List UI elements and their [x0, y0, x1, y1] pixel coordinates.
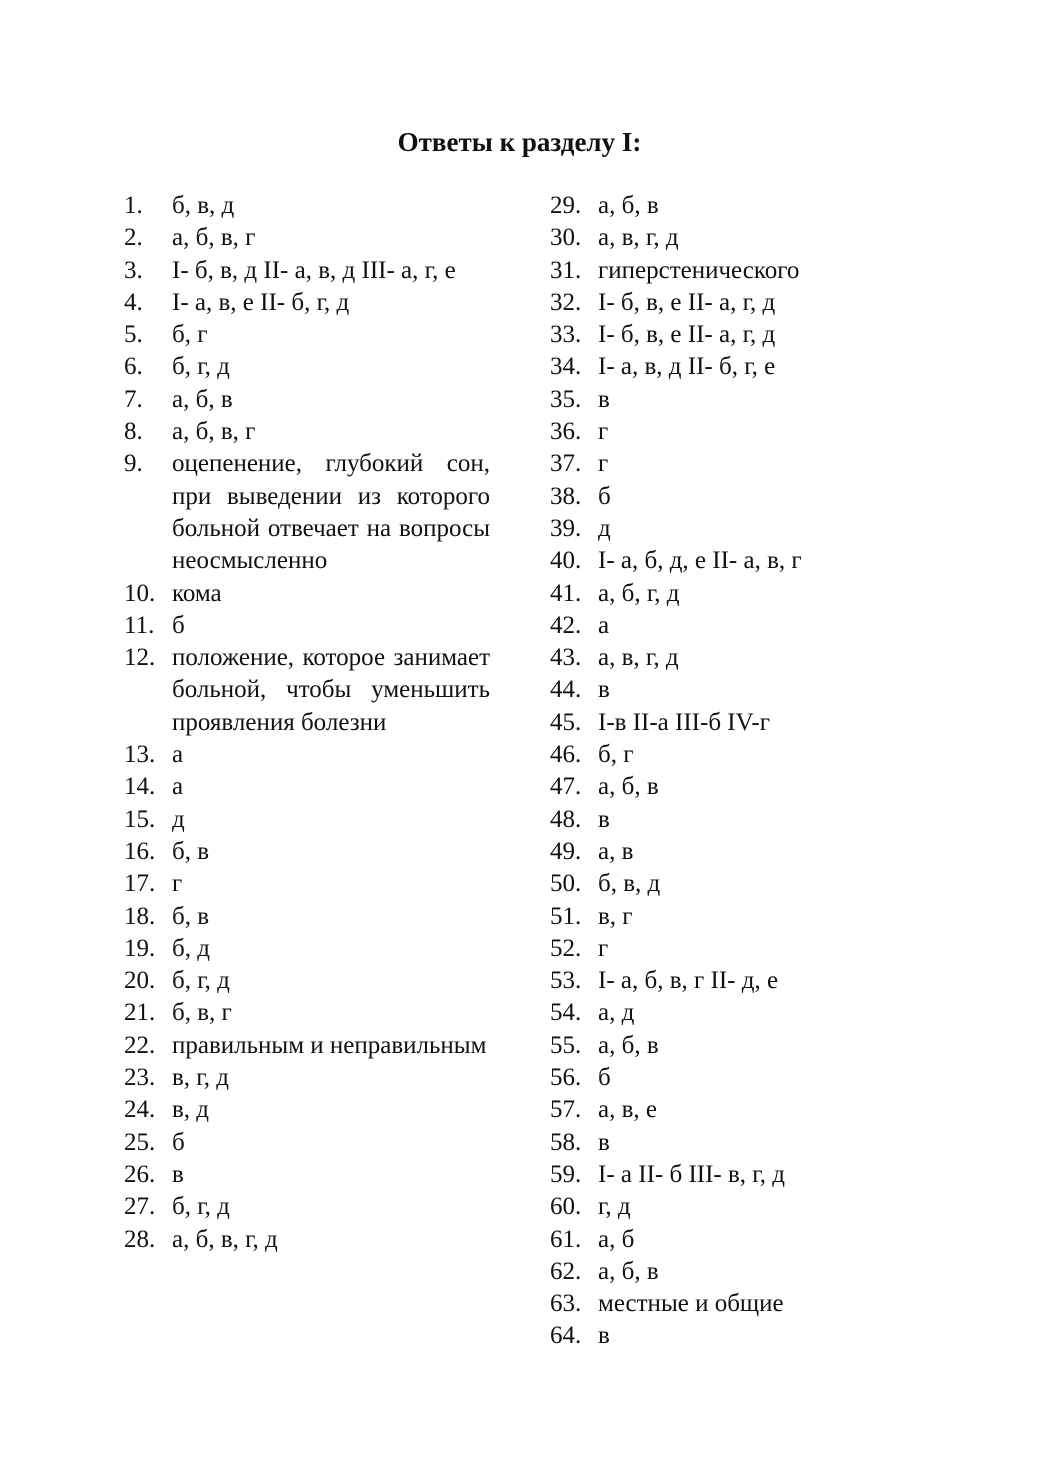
answer-item [124, 1094, 490, 1126]
answer-number: 18. [124, 902, 156, 930]
answer-item [124, 836, 490, 868]
answer-text: в [598, 805, 610, 833]
answer-item [550, 255, 840, 287]
answer-item [124, 642, 490, 739]
answer-text: б, в, д [172, 192, 235, 219]
answer-number: 26. [124, 1160, 156, 1188]
answer-number: 4. [124, 288, 143, 316]
answer-text: оцепенение, глубокий сон, при выведении из которого больной отвечает на вопросы неосмысленно [172, 450, 490, 575]
answer-text: кома [172, 579, 222, 607]
answer-number: 55. [550, 1031, 582, 1059]
answer-text: в, г, д [172, 1064, 229, 1092]
answer-text: а, б, в, г, д [172, 1225, 278, 1253]
answer-item [550, 351, 840, 383]
answer-text: д [598, 514, 611, 542]
answer-number: 44. [550, 676, 582, 704]
answer-item [124, 319, 490, 351]
answer-number: 22. [124, 1031, 156, 1059]
answer-text: б, в [172, 902, 210, 930]
page-title: Ответы к разделу I: [397, 127, 642, 157]
answer-number: 13. [124, 741, 156, 769]
answer-number: 53. [550, 967, 582, 995]
answer-item [550, 1256, 840, 1288]
answer-item [550, 933, 840, 965]
answer-item [124, 739, 490, 771]
answer-text: а, в [598, 837, 634, 865]
answer-number: 47. [550, 773, 582, 801]
answer-item [550, 997, 840, 1029]
answer-text: I- б, в, е II- а, г, д [598, 288, 776, 316]
answer-item [550, 1288, 840, 1320]
answer-text: г [598, 934, 609, 962]
answer-number: 20. [124, 967, 156, 995]
answer-number: 50. [550, 870, 582, 898]
answer-item [124, 901, 490, 933]
answer-number: 54. [550, 999, 582, 1027]
answer-number: 30. [550, 224, 582, 252]
answer-item [550, 804, 840, 836]
answer-text: в [598, 1322, 610, 1350]
answer-item [124, 384, 490, 416]
answer-number: 5. [124, 321, 143, 349]
answers-column-left [124, 190, 490, 1256]
answer-item [550, 578, 840, 610]
answer-text: а, б, в [598, 192, 659, 219]
answer-item [124, 287, 490, 319]
answer-number: 32. [550, 288, 582, 316]
answer-item [124, 868, 490, 900]
answer-number: 41. [550, 579, 582, 607]
answer-text: в [598, 676, 610, 704]
answer-number: 17. [124, 870, 156, 898]
answer-text: а, б [598, 1225, 635, 1253]
answer-text: а, б, в [172, 385, 233, 413]
answer-text: а [598, 611, 610, 639]
answer-number: 9. [124, 450, 143, 478]
answer-text: б, д [172, 934, 210, 962]
answer-number: 24. [124, 1096, 156, 1124]
answer-number: 8. [124, 418, 143, 446]
answer-item [550, 1191, 840, 1223]
answer-number: 59. [550, 1160, 582, 1188]
answer-number: 62. [550, 1257, 582, 1285]
answer-item [124, 771, 490, 803]
answer-item [550, 416, 840, 448]
answer-text: I- б, в, е II- а, г, д [598, 321, 776, 349]
answer-text: а, д [598, 999, 635, 1027]
answer-item [550, 287, 840, 319]
answer-item [124, 965, 490, 997]
answer-item [550, 1224, 840, 1256]
answer-item [550, 448, 840, 480]
answer-item [550, 739, 840, 771]
answer-number: 34. [550, 353, 582, 381]
answer-number: 61. [550, 1225, 582, 1253]
answer-number: 42. [550, 611, 582, 639]
answer-item [124, 1062, 490, 1094]
answer-number: 3. [124, 256, 143, 284]
answer-number: 10. [124, 579, 156, 607]
answer-text: а, б, в, г [172, 224, 256, 252]
answer-number: 6. [124, 353, 143, 381]
answer-number: 51. [550, 902, 582, 930]
answer-text: б [598, 482, 611, 510]
answer-text: I-в II-а III-б IV-г [598, 708, 770, 736]
answer-number: 25. [124, 1128, 156, 1156]
answer-number: 52. [550, 934, 582, 962]
answer-text: в [172, 1160, 184, 1188]
answer-item [124, 1127, 490, 1159]
answer-text: а, б, в [598, 1031, 659, 1059]
answer-text: г [598, 418, 609, 446]
answer-text: а, б, в [598, 1257, 659, 1285]
answer-number: 27. [124, 1193, 156, 1221]
answer-item [550, 1159, 840, 1191]
answer-item [550, 836, 840, 868]
answer-number: 48. [550, 805, 582, 833]
answer-text: в [598, 385, 610, 413]
answer-text: гиперстенического [598, 256, 800, 284]
answer-text: местные и общие [598, 1290, 784, 1318]
answer-number: 21. [124, 999, 156, 1027]
answer-text: а, в, г, д [598, 224, 679, 252]
answer-item [550, 384, 840, 416]
answer-text: в [598, 1128, 610, 1156]
answer-number: 29. [550, 192, 582, 219]
answer-text: а, б, в, г [172, 418, 256, 446]
answer-text: б, г, д [172, 353, 230, 381]
answer-number: 40. [550, 547, 582, 575]
answer-text: б [172, 611, 185, 639]
answer-number: 14. [124, 773, 156, 801]
answer-item [550, 319, 840, 351]
answer-item [550, 868, 840, 900]
answer-text: I- а, б, в, г II- д, е [598, 967, 779, 995]
answer-text: б, г [598, 741, 634, 769]
answer-item [550, 610, 840, 642]
answer-text: б, в [172, 837, 210, 865]
answer-number: 36. [550, 418, 582, 446]
answer-item [124, 448, 490, 577]
answer-number: 31. [550, 256, 582, 284]
answer-text: правильным и неправильным [172, 1031, 487, 1059]
answer-text: I- а, в, д II- б, г, е [598, 353, 776, 381]
answer-number: 16. [124, 837, 156, 865]
answer-text: а, в, г, д [598, 644, 679, 672]
answer-text: г [172, 870, 183, 898]
answer-text: I- а II- б III- в, г, д [598, 1160, 785, 1188]
answer-item [550, 1094, 840, 1126]
answer-text: I- б, в, д II- а, в, д III- а, г, е [172, 256, 456, 284]
answer-item [124, 416, 490, 448]
answer-text: а, в, е [598, 1096, 657, 1124]
answer-text: I- а, в, е II- б, г, д [172, 288, 350, 316]
answer-text: б, в, г [172, 999, 232, 1027]
answer-number: 60. [550, 1193, 582, 1221]
answer-item [124, 804, 490, 836]
answer-item [550, 1320, 840, 1352]
answer-text: положение, которое занимает больной, чтобы уменьшить проявления болезни [172, 644, 490, 736]
answer-number: 56. [550, 1064, 582, 1092]
answer-text: а, б, в [598, 773, 659, 801]
answer-item [550, 1062, 840, 1094]
answer-item [550, 545, 840, 577]
answer-number: 39. [550, 514, 582, 542]
answer-item [550, 965, 840, 997]
answer-item [550, 642, 840, 674]
answer-item [124, 255, 490, 287]
answer-text: в, г [598, 902, 633, 930]
answer-number: 11. [124, 611, 155, 639]
answer-number: 2. [124, 224, 143, 252]
answer-number: 45. [550, 708, 582, 736]
answer-item [550, 707, 840, 739]
answer-number: 46. [550, 741, 582, 769]
answer-number: 28. [124, 1225, 156, 1253]
answer-number: 7. [124, 385, 143, 413]
answer-number: 23. [124, 1064, 156, 1092]
answer-text: I- а, б, д, е II- а, в, г [598, 547, 802, 575]
answer-text: б, г, д [172, 1193, 230, 1221]
answer-number: 12. [124, 644, 156, 672]
answer-item [124, 1159, 490, 1191]
answer-item [124, 1224, 490, 1256]
answer-text: б [172, 1128, 185, 1156]
answer-text: а [172, 741, 184, 769]
answer-item [124, 190, 490, 222]
answer-text: д [172, 805, 185, 833]
answer-number: 43. [550, 644, 582, 672]
answer-item [124, 933, 490, 965]
answer-text: б, г [172, 321, 208, 349]
answer-number: 49. [550, 837, 582, 865]
answer-item [550, 901, 840, 933]
answer-number: 58. [550, 1128, 582, 1156]
answer-text: г, д [598, 1193, 631, 1221]
answer-item [550, 1127, 840, 1159]
answer-item [550, 771, 840, 803]
answer-item [550, 513, 840, 545]
answer-item [124, 578, 490, 610]
answer-text: а, б, г, д [598, 579, 680, 607]
answer-number: 38. [550, 482, 582, 510]
answer-item [550, 481, 840, 513]
answer-item [550, 190, 840, 222]
answer-number: 33. [550, 321, 582, 349]
answer-number: 1. [124, 192, 143, 219]
answer-text: а [172, 773, 184, 801]
answer-item [550, 674, 840, 706]
answer-number: 35. [550, 385, 582, 413]
answer-text: б, в, д [598, 870, 661, 898]
answer-item [124, 610, 490, 642]
answer-item [550, 1030, 840, 1062]
answer-item [124, 1030, 490, 1062]
answer-item [124, 351, 490, 383]
answer-item [124, 1191, 490, 1223]
answer-item [550, 222, 840, 254]
answer-number: 64. [550, 1322, 582, 1350]
answer-number: 19. [124, 934, 156, 962]
answers-column-right [550, 190, 840, 1353]
answer-number: 57. [550, 1096, 582, 1124]
answer-text: б [598, 1064, 611, 1092]
answer-number: 15. [124, 805, 156, 833]
answer-number: 37. [550, 450, 582, 478]
answer-item [124, 997, 490, 1029]
answer-text: в, д [172, 1096, 210, 1124]
answer-number: 63. [550, 1290, 582, 1318]
answer-text: б, г, д [172, 967, 230, 995]
answer-item [124, 222, 490, 254]
answer-text: г [598, 450, 609, 478]
